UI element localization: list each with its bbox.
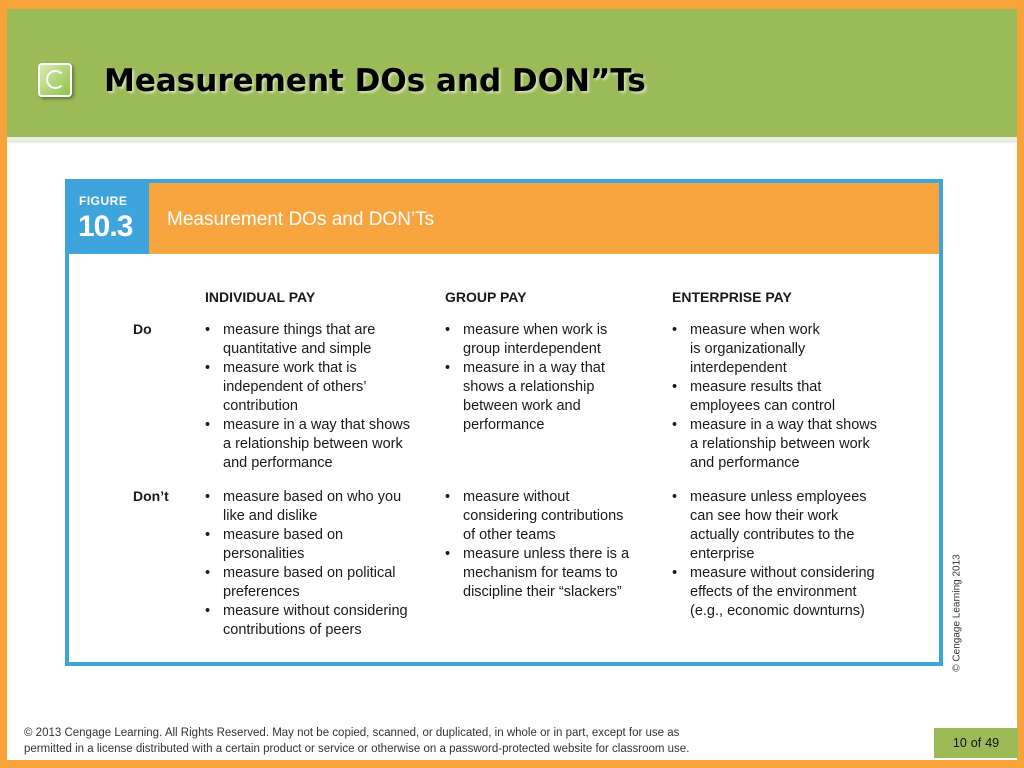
dont-group-list	[445, 488, 660, 602]
list-item: • measure work that is independent of others’ contribution	[205, 359, 440, 416]
column-header-enterprise-pay: ENTERPRISE PAY	[672, 289, 792, 305]
list-item: • measure based on personalities	[205, 526, 440, 564]
page-current: 10	[952, 736, 967, 750]
figure-badge	[69, 183, 149, 254]
row-label-dont: Don’t	[133, 488, 169, 504]
list-item: • measure unless employees can see how their work actually contributes to the enterprise	[672, 488, 907, 564]
list-item: • measure in a way that shows a relationship between work and performance	[205, 416, 440, 473]
figure-copyright-text: © Cengage Learning 2013	[951, 553, 963, 672]
list-item: • measure when work is group interdependent	[445, 321, 660, 359]
footer-line-1: © 2013 Cengage Learning. All Rights Reserved. May not be copied, scanned, or duplicated, in whole or in part, except for use as	[24, 727, 680, 739]
column-header-group-pay: GROUP PAY	[445, 289, 527, 305]
do-individual-list	[205, 321, 440, 473]
list-item: • measure things that are quantitative and simple	[205, 321, 440, 359]
list-item: • measure in a way that shows a relationship between work and performance	[672, 416, 907, 473]
slide-title: Measurement DOs and DON”Ts	[104, 63, 646, 99]
list-item: • measure without considering effects of the environment (e.g., economic downturns)	[672, 564, 907, 621]
slide-bullet-icon	[38, 63, 72, 97]
figure-header	[69, 183, 939, 254]
list-item: • measure without considering contributions of peers	[205, 602, 440, 640]
list-item: • measure without considering contributions of other teams	[445, 488, 660, 545]
page-separator: of	[970, 736, 982, 750]
list-item: • measure in a way that shows a relationship between work and performance	[445, 359, 660, 435]
figure-label: FIGURE	[79, 194, 128, 208]
list-item: • measure when work is organizationally interdependent	[672, 321, 907, 378]
row-label-do: Do	[133, 321, 152, 337]
do-enterprise-list	[672, 321, 907, 473]
slide	[7, 9, 1017, 760]
list-item: • measure unless there is a mechanism for teams to discipline their “slackers”	[445, 545, 660, 602]
list-item: • measure based on political preferences	[205, 564, 440, 602]
page-indicator	[934, 728, 1018, 758]
figure-box	[65, 179, 943, 666]
footer-line-2: permitted in a license distributed with a certain product or service or otherwise on a password-protected website for classroom use.	[24, 743, 690, 755]
do-group-list	[445, 321, 660, 435]
title-bar	[7, 9, 1017, 143]
page-total: 49	[985, 736, 1000, 750]
figure-copyright	[947, 549, 967, 676]
dont-enterprise-list	[672, 488, 907, 621]
figure-title: Measurement DOs and DON’Ts	[167, 209, 435, 230]
figure-number: 10.3	[78, 210, 133, 243]
column-header-individual-pay: INDIVIDUAL PAY	[205, 289, 316, 305]
list-item: • measure results that employees can control	[672, 378, 907, 416]
dont-individual-list	[205, 488, 440, 640]
list-item: • measure based on who you like and dislike	[205, 488, 440, 526]
footer-notice	[24, 725, 924, 757]
